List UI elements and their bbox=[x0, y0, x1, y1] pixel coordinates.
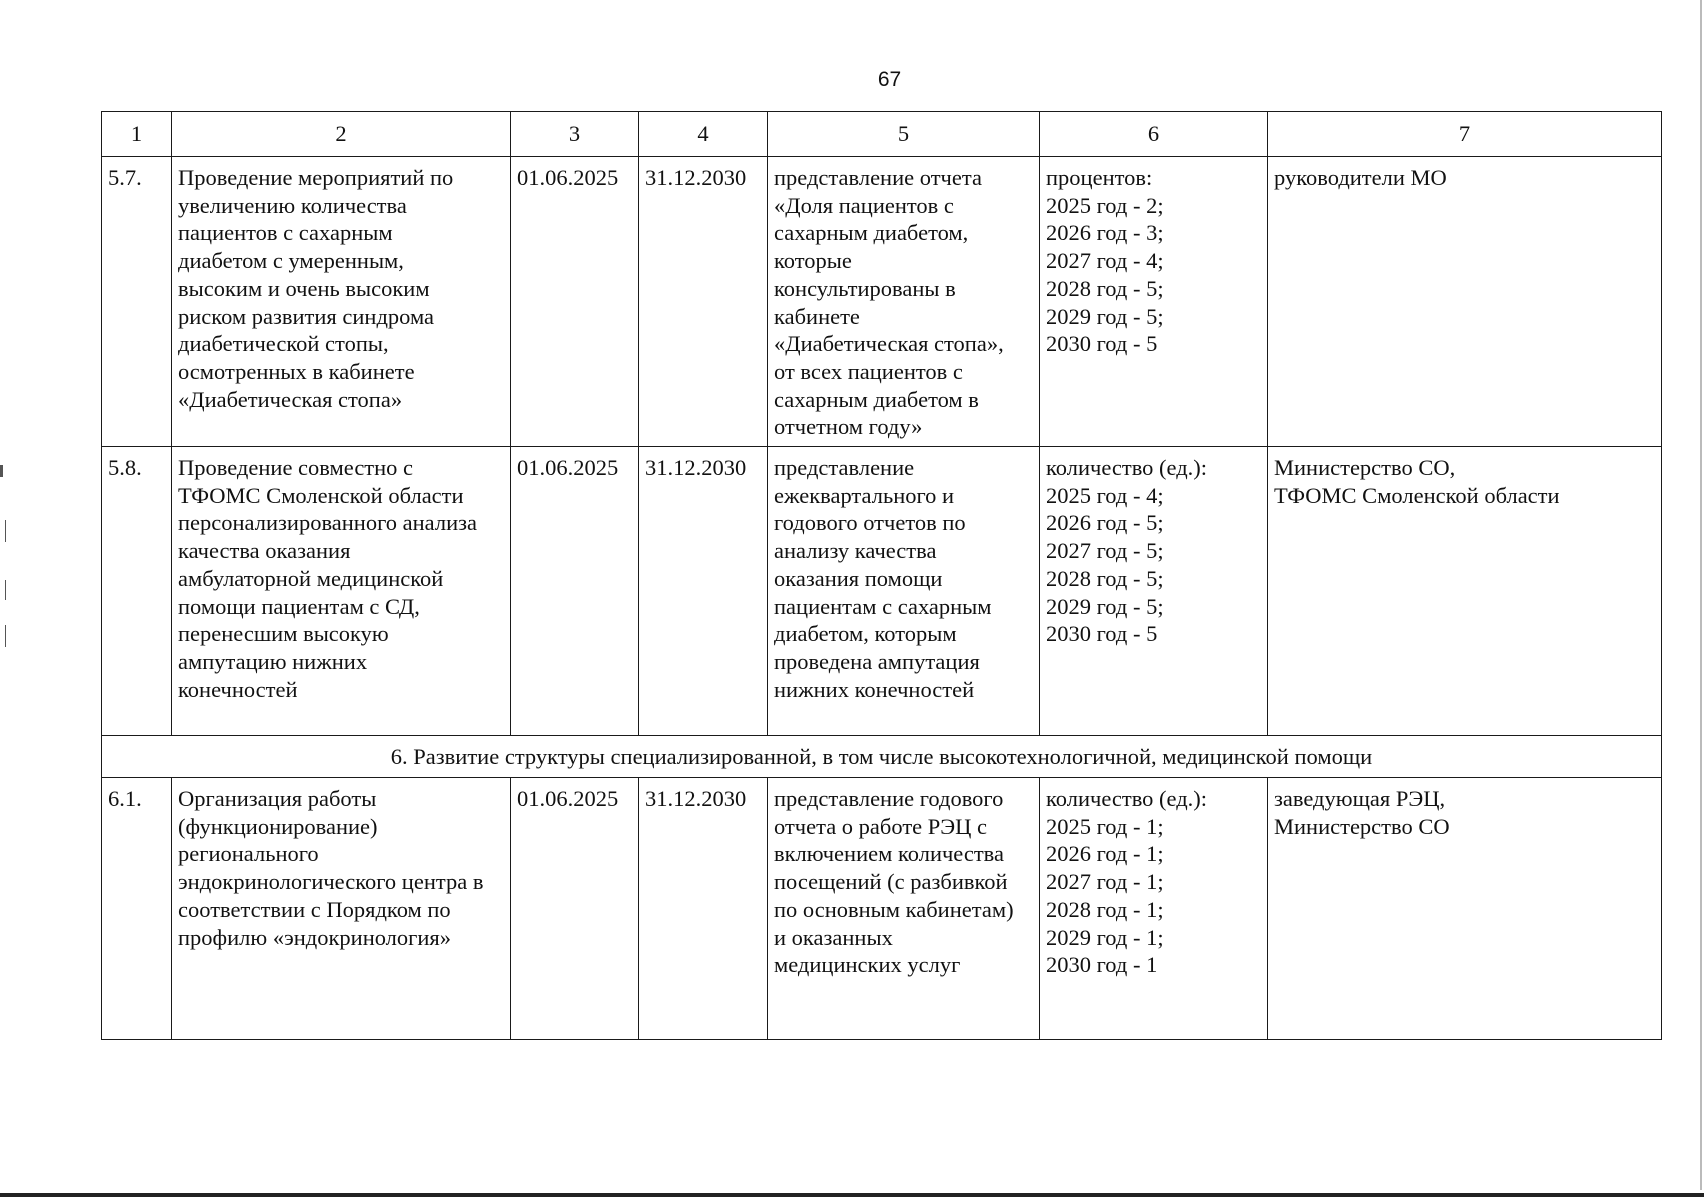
plan-table bbox=[101, 111, 1662, 1040]
page-bottom-rule bbox=[0, 1193, 1704, 1197]
responsible-cell: заведующая РЭЦ, Министерство СО bbox=[1268, 778, 1662, 1040]
column-number-7: 7 bbox=[1268, 112, 1662, 157]
column-number-2: 2 bbox=[172, 112, 511, 157]
column-number-6: 6 bbox=[1040, 112, 1268, 157]
page-number: 67 bbox=[877, 68, 902, 91]
end-date-cell: 31.12.2030 bbox=[639, 778, 768, 1040]
column-number-3: 3 bbox=[511, 112, 639, 157]
result-cell: представление ежеквартального и годового отчетов по анализу качества оказания помощи пациентам с сахарным диабетом, которым проведена ампутация нижних конечностей bbox=[768, 447, 1040, 736]
column-number-4: 4 bbox=[639, 112, 768, 157]
action-cell: Организация работы (функционирование) регионального эндокринологического центра в соответствии с Порядком по профилю «эндокринология» bbox=[172, 778, 511, 1040]
scan-mark bbox=[1700, 0, 1702, 1190]
scan-mark bbox=[5, 580, 6, 600]
scan-mark bbox=[0, 465, 3, 477]
responsible-cell: руководители МО bbox=[1268, 157, 1662, 447]
table-header-row bbox=[102, 112, 1662, 157]
column-number-5: 5 bbox=[768, 112, 1040, 157]
end-date-cell: 31.12.2030 bbox=[639, 447, 768, 736]
scan-mark bbox=[5, 625, 6, 647]
end-date-cell: 31.12.2030 bbox=[639, 157, 768, 447]
column-number-1: 1 bbox=[102, 112, 172, 157]
row-number: 6.1. bbox=[102, 778, 172, 1040]
scan-mark bbox=[5, 520, 6, 542]
table-row bbox=[102, 778, 1662, 1040]
start-date-cell: 01.06.2025 bbox=[511, 157, 639, 447]
row-number: 5.8. bbox=[102, 447, 172, 736]
start-date-cell: 01.06.2025 bbox=[511, 447, 639, 736]
start-date-cell: 01.06.2025 bbox=[511, 778, 639, 1040]
responsible-cell: Министерство СО, ТФОМС Смоленской области bbox=[1268, 447, 1662, 736]
section-heading-row bbox=[102, 736, 1662, 778]
table-row bbox=[102, 157, 1662, 447]
table-row bbox=[102, 447, 1662, 736]
result-cell: представление отчета «Доля пациентов с сахарным диабетом, которые консультированы в кабинете «Диабетическая стопа», от всех пациентов с сахарным диабетом в отчетном году» bbox=[768, 157, 1040, 447]
indicator-cell: количество (ед.): 2025 год - 4; 2026 год - 5; 2027 год - 5; 2028 год - 5; 2029 год - 5; 2030 год - 5 bbox=[1040, 447, 1268, 736]
indicator-cell: количество (ед.): 2025 год - 1; 2026 год - 1; 2027 год - 1; 2028 год - 1; 2029 год - 1; 2030 год - 1 bbox=[1040, 778, 1268, 1040]
indicator-cell: процентов: 2025 год - 2; 2026 год - 3; 2027 год - 4; 2028 год - 5; 2029 год - 5; 2030 год - 5 bbox=[1040, 157, 1268, 447]
row-number: 5.7. bbox=[102, 157, 172, 447]
section-heading: 6. Развитие структуры специализированной, в том числе высокотехнологичной, медицинской помощи bbox=[102, 736, 1662, 778]
result-cell: представление годового отчета о работе РЭЦ с включением количества посещений (с разбивкой по основным кабинетам) и оказанных медицинских услуг bbox=[768, 778, 1040, 1040]
action-cell: Проведение мероприятий по увеличению количества пациентов с сахарным диабетом с умеренным, высоким и очень высоким риском развития синдрома диабетической стопы, осмотренных в кабинете «Диабетическая стопа» bbox=[172, 157, 511, 447]
action-cell: Проведение совместно с ТФОМС Смоленской области персонализированного анализа качества оказания амбулаторной медицинской помощи пациентам с СД, перенесшим высокую ампутацию нижних конечностей bbox=[172, 447, 511, 736]
